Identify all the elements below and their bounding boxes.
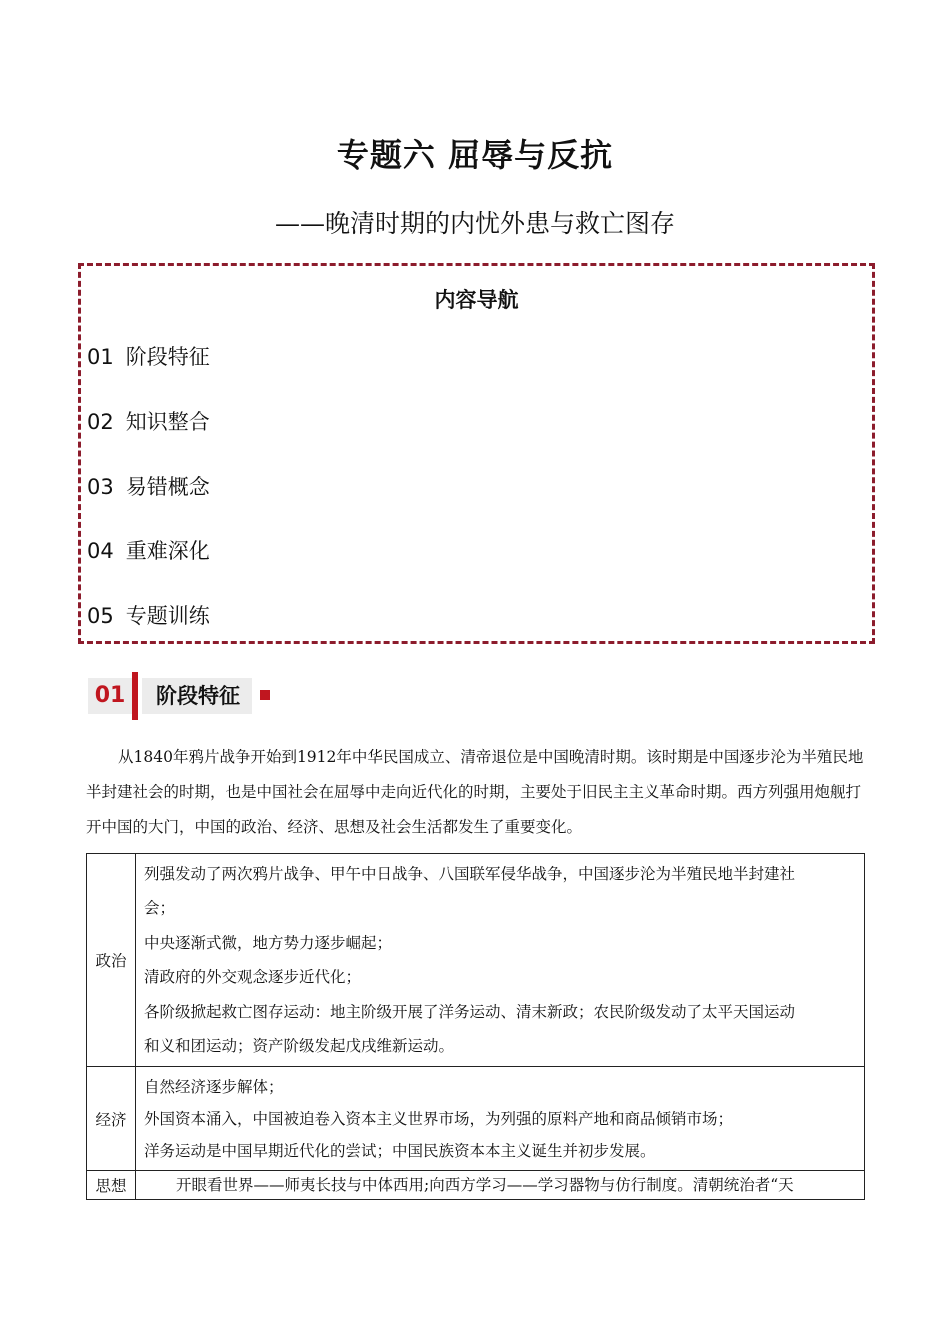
nav-item-number: 04: [87, 539, 114, 563]
nav-item-number: 05: [87, 604, 114, 628]
nav-heading: 内容导航: [434, 288, 519, 312]
table-line: 各阶级掀起救亡图存运动：地主阶级开展了洋务运动、清末新政；农民阶级发动了太平天国运动: [144, 1002, 796, 1021]
section-accent-bar: [132, 672, 138, 720]
category-cell: 经济: [87, 1067, 136, 1171]
nav-item-knowledge-integration[interactable]: [87, 407, 210, 437]
content-cell: [136, 854, 865, 1067]
characteristics-table: [86, 853, 865, 1200]
nav-item-label: 知识整合: [125, 410, 210, 434]
nav-item-label: 专题训练: [125, 604, 210, 628]
nav-item-stage-features[interactable]: [87, 342, 210, 372]
table-line: 自然经济逐步解体；: [144, 1077, 284, 1096]
page-subtitle: ——晚清时期的内忧外患与救亡图存: [274, 209, 675, 238]
table-line: 和义和团运动；资产阶级发起戊戌维新运动。: [144, 1037, 455, 1055]
table-line: 清政府的外交观念逐步近代化；: [144, 968, 362, 986]
table-line: 外国资本涌入，中国被迫卷入资本主义世界市场，为列强的原料产地和商品倾销市场；: [144, 1109, 734, 1128]
intro-paragraph: 从1840年鸦片战争开始到1912年中华民国成立、清帝退位是中国晚清时期。该时期是中国逐步沦为半殖民地半封建社会的时期，也是中国社会在屈辱中走向近代化的时期，主要处于旧民主主义革命时期。西方列强用炮舰打开中国的大门，中国的政治、经济、思想及社会生活都发生了重要变化。: [86, 748, 864, 836]
nav-item-label: 重难深化: [125, 539, 210, 563]
category-cell: 政治: [87, 854, 136, 1067]
nav-item-number: 03: [87, 475, 114, 499]
nav-item-number: 02: [87, 410, 114, 434]
nav-item-topic-training[interactable]: [87, 601, 210, 631]
table-line: 洋务运动是中国早期近代化的尝试；中国民族资本本主义诞生并初步发展。: [144, 1141, 656, 1160]
table-line: 列强发动了两次鸦片战争、甲午中日战争、八国联军侵华战争，中国逐步沦为半殖民地半封建社: [144, 864, 796, 883]
table-line: 会；: [144, 899, 176, 917]
square-icon: [260, 690, 270, 700]
content-cell: [136, 1067, 865, 1171]
nav-item-key-difficulties[interactable]: [87, 536, 210, 566]
nav-item-number: 01: [87, 345, 114, 369]
category-cell: 思想: [87, 1171, 136, 1200]
table-row-thought: [87, 1171, 865, 1200]
nav-item-label: 易错概念: [125, 475, 210, 499]
content-cell: 开眼看世界——师夷长技与中体西用;向西方学习——学习器物与仿行制度。清朝统治者“天: [136, 1171, 865, 1200]
table-row-politics: [87, 854, 865, 1067]
page-title: 专题六 屈辱与反抗: [336, 136, 614, 174]
section-header: [88, 670, 278, 720]
section-title: 阶段特征: [142, 678, 252, 714]
section-number: 01: [88, 678, 132, 714]
table-row-economy: [87, 1067, 865, 1171]
nav-item-error-prone-concepts[interactable]: [87, 472, 210, 502]
content-navigation-box: [78, 263, 875, 644]
nav-item-label: 阶段特征: [125, 345, 210, 369]
table-line: 中央逐渐式微，地方势力逐步崛起；: [144, 933, 393, 952]
